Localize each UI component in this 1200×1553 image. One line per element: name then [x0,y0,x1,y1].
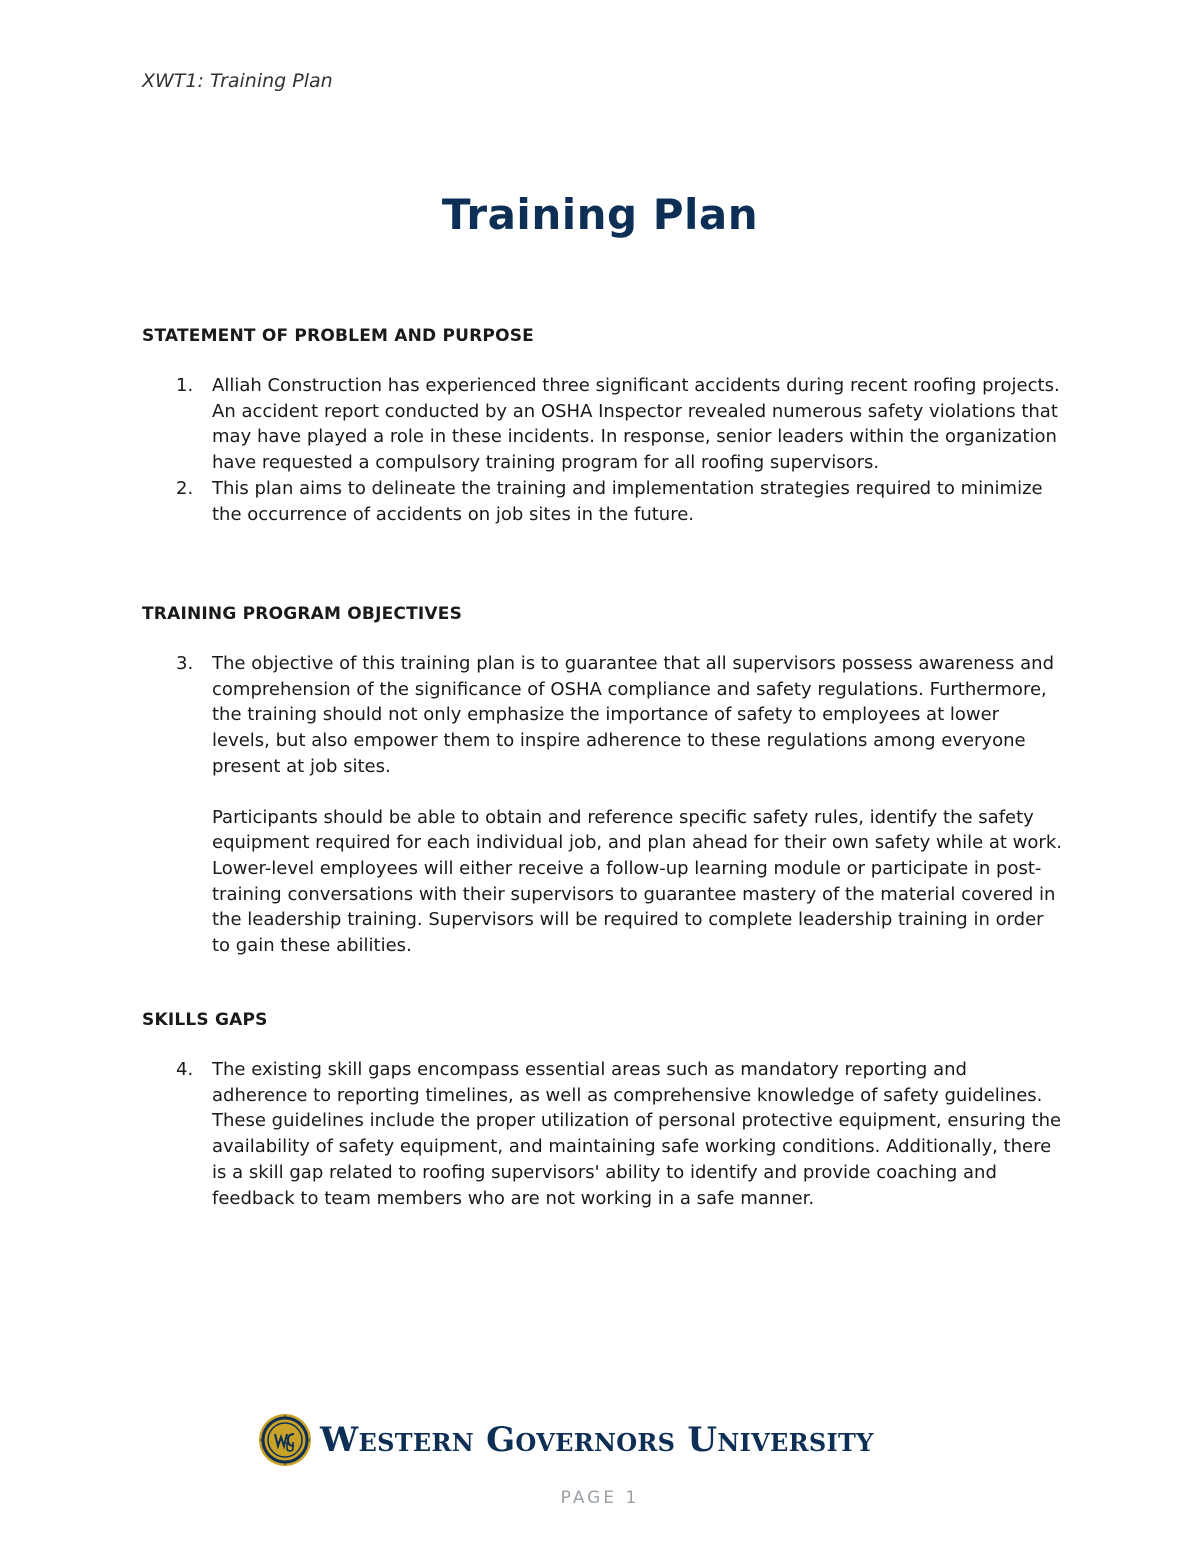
section-skills-gaps [142,1010,1062,1211]
university-logo [258,1410,908,1470]
numbered-list [142,1057,1062,1211]
list-item [142,373,1062,476]
page-number: PAGE 1 [560,1488,640,1508]
section-problem-purpose [142,326,1062,527]
list-item [142,476,1062,527]
list-item-number: 4. [176,1059,194,1080]
section-heading: TRAINING PROGRAM OBJECTIVES [142,604,463,624]
list-item-text: Alliah Construction has experienced three significant accidents during recent roofing projects. An accident report conducted by an OSHA Inspector revealed numerous safety violations that may have played a role in these incidents. In response, senior leaders within the organization have requested a compulsory training program for all roofing supervisors. [212,375,1060,474]
list-item [142,1057,1062,1211]
university-seal-icon [258,1413,312,1467]
section-heading: SKILLS GAPS [142,1010,268,1030]
list-item-number: 1. [176,375,194,396]
list-item-number: 2. [176,477,194,499]
list-item-text: The existing skill gaps encompass essential areas such as mandatory reporting and adherence to reporting timelines, as well as comprehensive knowledge of safety guidelines. These guidelines include the proper utilization of personal protective equipment, ensuring the availability of safety equipment, and maintaining safe working conditions. Additionally, there is a skill gap related to roofing supervisors' ability to identify and provide coaching and feedback to team members who are not working in a safe manner. [212,1059,1062,1209]
numbered-list [142,651,1062,959]
numbered-list [142,373,1062,527]
list-item-text: The objective of this training plan is to guarantee that all supervisors possess awareness and comprehension of the significance of OSHA compliance and safety regulations. Furthermore, the training should not only emphasize the importance of safety to employees at lower levels, but also empower them to inspire adherence to these regulations among everyone present at job sites. [212,653,1055,777]
section-heading: STATEMENT OF PROBLEM AND PURPOSE [142,326,534,346]
logo-wordmark: Western Governors University [320,1420,874,1460]
list-item-text: This plan aims to delineate the training and implementation strategies required to minimize the occurrence of accidents on job sites in the future. [212,477,1043,525]
document-title: Training Plan [441,190,759,239]
list-item [142,651,1062,959]
running-header: XWT1: Training Plan [142,70,333,92]
section-program-objectives [142,604,1062,959]
list-item-continuation: Participants should be able to obtain and reference specific safety rules, identify the safety equipment required for each individual job, and plan ahead for their own safety while at work. Lower-level employees will either receive a follow-up learning module or participate in post-training conversations with their supervisors to guarantee mastery of the material covered in the leadership training. Supervisors will be required to complete leadership training in order to gain these abilities. [212,806,1062,957]
list-item-number: 3. [176,653,194,674]
